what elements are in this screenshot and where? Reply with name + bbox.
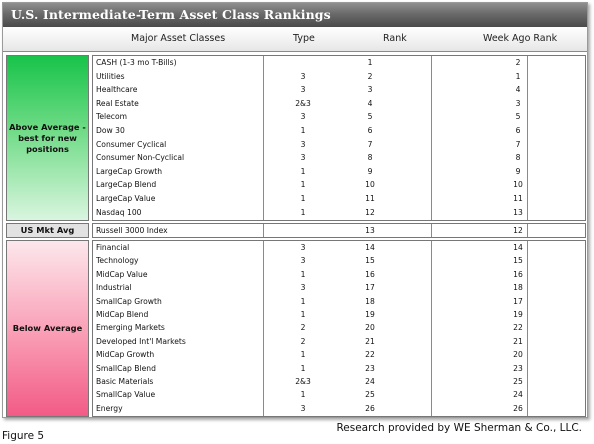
- asset-rank: 18: [365, 296, 375, 306]
- asset-week-ago-rank: 4: [515, 85, 521, 95]
- asset-week-ago-rank: 20: [513, 350, 523, 360]
- asset-week-ago-rank: 19: [513, 309, 523, 319]
- asset-rank: 8: [367, 153, 373, 163]
- asset-type: 3: [300, 71, 306, 81]
- asset-class-name: SmallCap Growth: [96, 296, 162, 306]
- asset-week-ago-rank: 5: [515, 112, 521, 122]
- asset-week-ago-rank: 15: [513, 256, 523, 266]
- table-row: [93, 70, 585, 84]
- asset-type: 1: [300, 125, 306, 135]
- asset-week-ago-rank: 16: [513, 269, 523, 279]
- asset-week-ago-rank: 7: [515, 139, 521, 149]
- asset-rank: 25: [365, 390, 375, 400]
- asset-rank: 7: [367, 139, 373, 149]
- asset-rank: 3: [367, 85, 373, 95]
- table-row: [93, 110, 585, 124]
- table-row: [93, 178, 585, 192]
- asset-class-name: Developed Int'l Markets: [96, 336, 186, 346]
- asset-week-ago-rank: 14: [513, 243, 523, 252]
- asset-class-name: CASH (1-3 mo T-Bills): [96, 58, 177, 67]
- asset-week-ago-rank: 26: [513, 403, 523, 413]
- asset-class-name: Technology: [96, 256, 139, 266]
- asset-rank: 20: [365, 323, 375, 333]
- asset-type: 3: [300, 85, 306, 95]
- market-average-table: [92, 223, 586, 238]
- asset-type: [293, 224, 313, 237]
- asset-rank: 22: [365, 350, 375, 360]
- asset-week-ago-rank: 18: [513, 283, 523, 293]
- asset-week-ago-rank: 6: [515, 125, 521, 135]
- asset-type: [293, 56, 313, 70]
- asset-class-name: SmallCap Value: [96, 390, 156, 400]
- table-row: [93, 206, 585, 220]
- asset-type: 2&3: [295, 376, 311, 386]
- asset-week-ago-rank: 3: [515, 98, 521, 108]
- asset-type: 3: [300, 139, 306, 149]
- asset-class-name: LargeCap Growth: [96, 166, 163, 176]
- asset-type: 1: [300, 269, 306, 279]
- asset-class-name: LargeCap Blend: [96, 180, 157, 190]
- asset-week-ago-rank: 9: [515, 166, 521, 176]
- asset-class-name: Industrial: [96, 283, 132, 293]
- header-week-ago: Week Ago Rank: [483, 33, 558, 44]
- below-average-label: Below Average: [6, 240, 89, 417]
- asset-week-ago-rank: 21: [513, 336, 523, 346]
- credit-line: Research provided by WE Sherman & Co., LLC.: [336, 422, 582, 434]
- asset-rank: 11: [365, 193, 375, 203]
- header-classes: Major Asset Classes: [131, 33, 226, 44]
- table-row: [93, 388, 585, 401]
- figure-label: Figure 5: [2, 430, 45, 442]
- table-row: [93, 241, 585, 254]
- asset-rank: 16: [365, 269, 375, 279]
- asset-rank: 24: [365, 376, 375, 386]
- asset-week-ago-rank: 13: [513, 207, 523, 217]
- asset-class-name: Telecom: [96, 112, 128, 122]
- asset-week-ago-rank: 11: [513, 193, 523, 203]
- above-average-table: [92, 55, 586, 221]
- asset-class-name: Consumer Cyclical: [96, 139, 167, 149]
- market-average-label: US Mkt Avg: [6, 223, 89, 238]
- asset-class-name: Dow 30: [96, 125, 125, 135]
- asset-class-name: Russell 3000 Index: [96, 226, 168, 235]
- asset-week-ago-rank: 17: [513, 296, 523, 306]
- asset-rank: 4: [367, 98, 373, 108]
- asset-week-ago-rank: 23: [513, 363, 523, 373]
- asset-week-ago-rank: 1: [515, 71, 521, 81]
- header-rank: Rank: [383, 33, 407, 44]
- table-row: [93, 362, 585, 375]
- asset-class-name: Emerging Markets: [96, 323, 165, 333]
- table-row: [93, 151, 585, 165]
- asset-rank: 15: [365, 256, 375, 266]
- asset-week-ago-rank: 25: [513, 376, 523, 386]
- asset-type: 1: [300, 180, 306, 190]
- asset-rank: 12: [365, 207, 375, 217]
- asset-week-ago-rank: 2: [515, 58, 521, 67]
- above-average-label: Above Average - best for new positions: [6, 55, 89, 221]
- table-row: [93, 83, 585, 97]
- below-average-table: [92, 240, 586, 417]
- asset-class-name: Energy: [96, 403, 123, 413]
- asset-type: 3: [300, 112, 306, 122]
- asset-rank: 19: [365, 309, 375, 319]
- asset-type: 1: [300, 350, 306, 360]
- table-row: [93, 138, 585, 152]
- asset-rank: 5: [367, 112, 373, 122]
- asset-week-ago-rank: 12: [513, 226, 523, 235]
- asset-type: 3: [300, 256, 306, 266]
- asset-rank: 6: [367, 125, 373, 135]
- table-row: [93, 335, 585, 348]
- asset-rank: 2: [367, 71, 373, 81]
- asset-class-name: SmallCap Blend: [96, 363, 156, 373]
- asset-rank: 21: [365, 336, 375, 346]
- asset-type: 1: [300, 309, 306, 319]
- asset-class-name: Nasdaq 100: [96, 207, 142, 217]
- table-row: [93, 348, 585, 361]
- asset-type: 1: [300, 166, 306, 176]
- asset-type: 3: [300, 153, 306, 163]
- asset-rank: 10: [365, 180, 375, 190]
- asset-rank: 14: [365, 243, 375, 252]
- asset-class-name: Utilities: [96, 71, 125, 81]
- asset-type: 3: [300, 243, 306, 252]
- asset-class-name: MidCap Value: [96, 269, 148, 279]
- asset-type: 1: [300, 193, 306, 203]
- asset-rank: 17: [365, 283, 375, 293]
- asset-class-name: MidCap Blend: [96, 309, 149, 319]
- table-row: [93, 124, 585, 138]
- asset-type: 2: [300, 323, 306, 333]
- asset-type: 3: [300, 403, 306, 413]
- asset-class-name: LargeCap Value: [96, 193, 156, 203]
- asset-rank: 9: [367, 166, 373, 176]
- asset-week-ago-rank: 24: [513, 390, 523, 400]
- asset-rank: 23: [365, 363, 375, 373]
- asset-type: 1: [300, 296, 306, 306]
- header-type: Type: [293, 33, 315, 44]
- asset-rank: 13: [365, 226, 375, 235]
- table-row: [93, 165, 585, 179]
- table-row: [93, 224, 585, 237]
- table-row: [93, 321, 585, 334]
- asset-week-ago-rank: 10: [513, 180, 523, 190]
- table-row: [93, 281, 585, 294]
- asset-week-ago-rank: 22: [513, 323, 523, 333]
- asset-class-name: Basic Materials: [96, 376, 154, 386]
- table-header: [3, 27, 587, 52]
- asset-week-ago-rank: 8: [515, 153, 521, 163]
- asset-type: 1: [300, 207, 306, 217]
- rankings-panel: [2, 2, 588, 418]
- table-row: [93, 402, 585, 415]
- asset-rank: 26: [365, 403, 375, 413]
- table-row: [93, 268, 585, 281]
- table-row: [93, 375, 585, 388]
- table-row: [93, 254, 585, 267]
- asset-type: 1: [300, 390, 306, 400]
- asset-class-name: Real Estate: [96, 98, 139, 108]
- table-row: [93, 97, 585, 111]
- panel-title: U.S. Intermediate-Term Asset Class Rankings: [3, 3, 587, 27]
- asset-class-name: Consumer Non-Cyclical: [96, 153, 185, 163]
- table-row: [93, 56, 585, 70]
- asset-class-name: MidCap Growth: [96, 350, 155, 360]
- asset-type: 2: [300, 336, 306, 346]
- asset-type: 2&3: [295, 98, 311, 108]
- asset-rank: 1: [367, 58, 373, 67]
- asset-type: 1: [300, 363, 306, 373]
- asset-type: 3: [300, 283, 306, 293]
- table-row: [93, 308, 585, 321]
- table-row: [93, 295, 585, 308]
- asset-class-name: Healthcare: [96, 85, 138, 95]
- table-row: [93, 192, 585, 206]
- asset-class-name: Financial: [96, 243, 130, 252]
